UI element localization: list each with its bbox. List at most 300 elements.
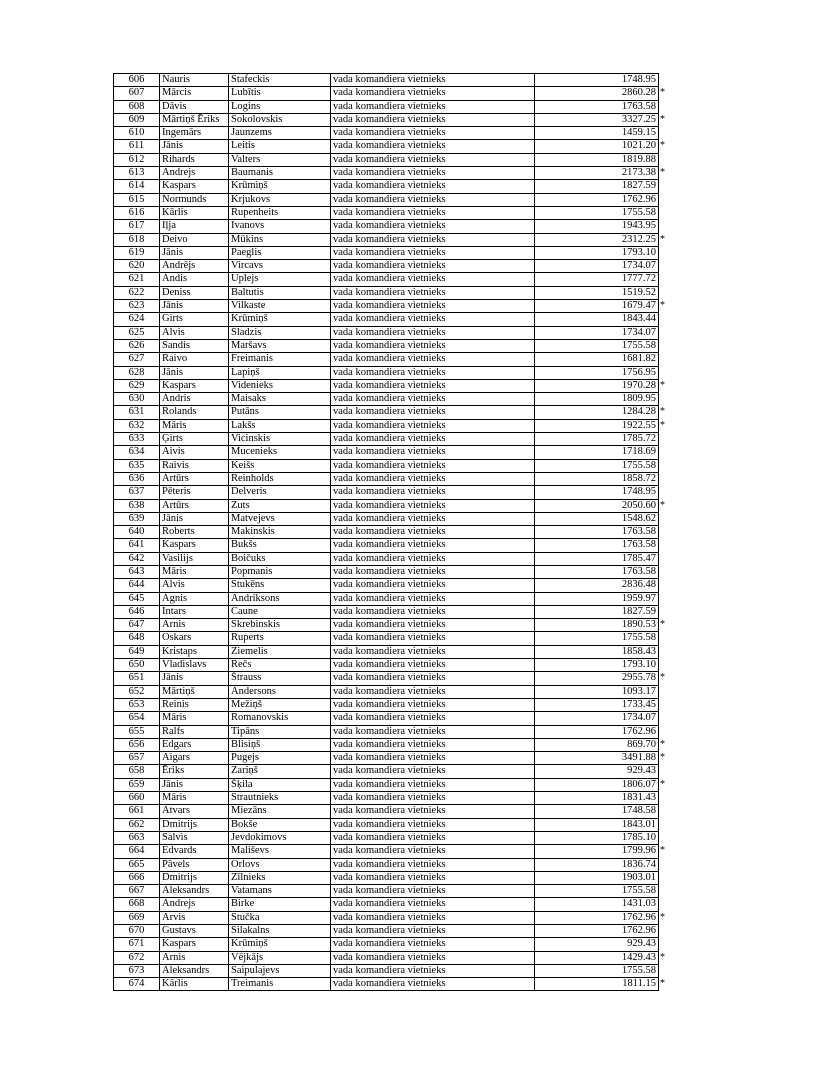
asterisk-mark <box>659 100 671 113</box>
last-name: Boičuks <box>229 552 331 565</box>
table-row <box>114 233 671 246</box>
last-name: Logins <box>229 100 331 113</box>
table-row <box>114 672 671 685</box>
amount: 2050.60 <box>535 499 659 512</box>
row-number: 642 <box>114 552 160 565</box>
first-name: Alvis <box>160 326 229 339</box>
table-row <box>114 167 671 180</box>
position: vada komandiera vietnieks <box>331 938 535 951</box>
row-number: 626 <box>114 339 160 352</box>
last-name: Lapiņš <box>229 366 331 379</box>
amount: 1755.58 <box>535 459 659 472</box>
last-name: Matvejevs <box>229 512 331 525</box>
table-row <box>114 565 671 578</box>
amount: 1734.07 <box>535 260 659 273</box>
position: vada komandiera vietnieks <box>331 472 535 485</box>
table-row <box>114 539 671 552</box>
table-row <box>114 632 671 645</box>
amount: 1777.72 <box>535 273 659 286</box>
first-name: Andrējs <box>160 260 229 273</box>
asterisk-mark: * <box>660 419 665 431</box>
last-name: Ruperts <box>229 632 331 645</box>
position: vada komandiera vietnieks <box>331 180 535 193</box>
row-number: 607 <box>114 87 160 100</box>
row-number: 655 <box>114 725 160 738</box>
last-name: Vilkaste <box>229 300 331 313</box>
first-name: Kaspars <box>160 938 229 951</box>
salary-table <box>113 73 671 991</box>
last-name: Birke <box>229 898 331 911</box>
position: vada komandiera vietnieks <box>331 193 535 206</box>
asterisk-mark <box>659 659 671 672</box>
first-name: Raivo <box>160 353 229 366</box>
amount: 1806.07 <box>535 778 659 791</box>
position: vada komandiera vietnieks <box>331 778 535 791</box>
amount: 1763.58 <box>535 100 659 113</box>
amount: 1793.10 <box>535 246 659 259</box>
amount: 1762.96 <box>535 193 659 206</box>
last-name: Zīlnieks <box>229 871 331 884</box>
position: vada komandiera vietnieks <box>331 74 535 87</box>
first-name: Mārcis <box>160 87 229 100</box>
position: vada komandiera vietnieks <box>331 127 535 140</box>
last-name: Videnieks <box>229 379 331 392</box>
first-name: Ralfs <box>160 725 229 738</box>
last-name: Vatamans <box>229 885 331 898</box>
amount: 1819.88 <box>535 153 659 166</box>
amount: 1734.07 <box>535 326 659 339</box>
amount: 2836.48 <box>535 579 659 592</box>
amount: 1890.53 <box>535 619 659 632</box>
row-number: 671 <box>114 938 160 951</box>
table-row <box>114 353 671 366</box>
table-row <box>114 419 671 432</box>
last-name: Mūkins <box>229 233 331 246</box>
last-name: Makinskis <box>229 526 331 539</box>
amount: 1734.07 <box>535 712 659 725</box>
position: vada komandiera vietnieks <box>331 805 535 818</box>
row-number: 629 <box>114 379 160 392</box>
first-name: Oskars <box>160 632 229 645</box>
table-row <box>114 87 671 100</box>
last-name: Krūmiņš <box>229 313 331 326</box>
table-row <box>114 978 671 991</box>
first-name: Māris <box>160 792 229 805</box>
asterisk-mark <box>659 180 671 193</box>
last-name: Baumanis <box>229 167 331 180</box>
asterisk-mark <box>659 326 671 339</box>
amount: 1429.43 <box>535 951 659 964</box>
first-name: Agnis <box>160 592 229 605</box>
asterisk-mark <box>659 393 671 406</box>
position: vada komandiera vietnieks <box>331 233 535 246</box>
amount: 1748.95 <box>535 486 659 499</box>
position: vada komandiera vietnieks <box>331 246 535 259</box>
row-number: 624 <box>114 313 160 326</box>
table-row <box>114 605 671 618</box>
table-row <box>114 472 671 485</box>
asterisk-mark <box>659 565 671 578</box>
first-name: Ģirts <box>160 433 229 446</box>
amount: 1679.47 <box>535 300 659 313</box>
table-row <box>114 645 671 658</box>
row-number: 673 <box>114 964 160 977</box>
row-number: 644 <box>114 579 160 592</box>
table-row <box>114 499 671 512</box>
position: vada komandiera vietnieks <box>331 273 535 286</box>
table-row <box>114 898 671 911</box>
amount: 1785.47 <box>535 552 659 565</box>
table-row <box>114 964 671 977</box>
position: vada komandiera vietnieks <box>331 605 535 618</box>
asterisk-mark <box>659 486 671 499</box>
position: vada komandiera vietnieks <box>331 818 535 831</box>
last-name: Saipulajevs <box>229 964 331 977</box>
row-number: 628 <box>114 366 160 379</box>
position: vada komandiera vietnieks <box>331 512 535 525</box>
first-name: Jānis <box>160 140 229 153</box>
row-number: 645 <box>114 592 160 605</box>
table-row <box>114 273 671 286</box>
row-number: 659 <box>114 778 160 791</box>
table-row <box>114 871 671 884</box>
first-name: Aivis <box>160 446 229 459</box>
row-number: 630 <box>114 393 160 406</box>
row-number: 612 <box>114 153 160 166</box>
amount: 3327.25 <box>535 113 659 126</box>
first-name: Andris <box>160 393 229 406</box>
amount: 1843.01 <box>535 818 659 831</box>
last-name: Krjukovs <box>229 193 331 206</box>
last-name: Krūmiņš <box>229 938 331 951</box>
asterisk-mark <box>659 459 671 472</box>
row-number: 621 <box>114 273 160 286</box>
first-name: Iļja <box>160 220 229 233</box>
first-name: Jānis <box>160 672 229 685</box>
first-name: Rolands <box>160 406 229 419</box>
row-number: 661 <box>114 805 160 818</box>
last-name: Orlovs <box>229 858 331 871</box>
first-name: Raivis <box>160 459 229 472</box>
asterisk-mark: * <box>660 951 665 963</box>
asterisk-mark <box>659 685 671 698</box>
last-name: Zariņš <box>229 765 331 778</box>
amount: 2860.28 <box>535 87 659 100</box>
amount: 1733.45 <box>535 698 659 711</box>
last-name: Miezāns <box>229 805 331 818</box>
first-name: Nauris <box>160 74 229 87</box>
first-name: Intars <box>160 605 229 618</box>
last-name: Leitis <box>229 140 331 153</box>
asterisk-mark <box>659 286 671 299</box>
last-name: Vējkājs <box>229 951 331 964</box>
table-row <box>114 153 671 166</box>
last-name: Ivanovs <box>229 220 331 233</box>
table-row <box>114 446 671 459</box>
asterisk-mark: * <box>660 978 665 990</box>
amount: 1831.43 <box>535 792 659 805</box>
last-name: Valters <box>229 153 331 166</box>
table-row <box>114 592 671 605</box>
asterisk-mark <box>659 898 671 911</box>
last-name: Popmanis <box>229 565 331 578</box>
amount: 1021.20 <box>535 140 659 153</box>
row-number: 623 <box>114 300 160 313</box>
table-row <box>114 74 671 87</box>
asterisk-mark: * <box>660 113 665 125</box>
amount: 1809.95 <box>535 393 659 406</box>
first-name: Sandis <box>160 339 229 352</box>
asterisk-mark <box>659 273 671 286</box>
row-number: 653 <box>114 698 160 711</box>
asterisk-mark <box>659 925 671 938</box>
row-number: 638 <box>114 499 160 512</box>
row-number: 619 <box>114 246 160 259</box>
amount: 1763.58 <box>535 539 659 552</box>
table-row <box>114 339 671 352</box>
row-number: 646 <box>114 605 160 618</box>
amount: 1793.10 <box>535 659 659 672</box>
asterisk-mark <box>659 153 671 166</box>
position: vada komandiera vietnieks <box>331 845 535 858</box>
asterisk-mark <box>659 539 671 552</box>
first-name: Māris <box>160 565 229 578</box>
amount: 1718.69 <box>535 446 659 459</box>
last-name: Blisiņš <box>229 738 331 751</box>
table-row <box>114 778 671 791</box>
table-row <box>114 512 671 525</box>
table-row <box>114 911 671 924</box>
row-number: 641 <box>114 539 160 552</box>
last-name: Pugejs <box>229 752 331 765</box>
row-number: 640 <box>114 526 160 539</box>
asterisk-mark: * <box>660 752 665 764</box>
row-number: 667 <box>114 885 160 898</box>
first-name: Aleksandrs <box>160 885 229 898</box>
asterisk-mark <box>659 552 671 565</box>
asterisk-mark <box>659 127 671 140</box>
position: vada komandiera vietnieks <box>331 792 535 805</box>
last-name: Delveris <box>229 486 331 499</box>
position: vada komandiera vietnieks <box>331 765 535 778</box>
row-number: 663 <box>114 831 160 844</box>
first-name: Kaspars <box>160 180 229 193</box>
position: vada komandiera vietnieks <box>331 632 535 645</box>
asterisk-mark: * <box>660 845 665 857</box>
position: vada komandiera vietnieks <box>331 260 535 273</box>
table-row <box>114 858 671 871</box>
table-row <box>114 885 671 898</box>
amount: 1811.15 <box>535 978 659 991</box>
table-row <box>114 712 671 725</box>
last-name: Šķila <box>229 778 331 791</box>
position: vada komandiera vietnieks <box>331 539 535 552</box>
last-name: Jaunzems <box>229 127 331 140</box>
amount: 929.43 <box>535 765 659 778</box>
amount: 1785.10 <box>535 831 659 844</box>
first-name: Vasilijs <box>160 552 229 565</box>
position: vada komandiera vietnieks <box>331 858 535 871</box>
first-name: Ēriks <box>160 765 229 778</box>
amount: 1943.95 <box>535 220 659 233</box>
asterisk-mark <box>659 246 671 259</box>
row-number: 651 <box>114 672 160 685</box>
row-number: 650 <box>114 659 160 672</box>
asterisk-mark <box>659 938 671 951</box>
first-name: Jānis <box>160 778 229 791</box>
row-number: 622 <box>114 286 160 299</box>
table-row <box>114 619 671 632</box>
first-name: Pēteris <box>160 486 229 499</box>
position: vada komandiera vietnieks <box>331 499 535 512</box>
table-row <box>114 698 671 711</box>
first-name: Kārlis <box>160 206 229 219</box>
first-name: Normunds <box>160 193 229 206</box>
amount: 1843.44 <box>535 313 659 326</box>
first-name: Edvards <box>160 845 229 858</box>
position: vada komandiera vietnieks <box>331 712 535 725</box>
table-row <box>114 180 671 193</box>
table-row <box>114 831 671 844</box>
last-name: Rupenheits <box>229 206 331 219</box>
position: vada komandiera vietnieks <box>331 393 535 406</box>
row-number: 634 <box>114 446 160 459</box>
asterisk-mark <box>659 220 671 233</box>
asterisk-mark <box>659 526 671 539</box>
amount: 1762.96 <box>535 925 659 938</box>
row-number: 660 <box>114 792 160 805</box>
asterisk-mark <box>659 433 671 446</box>
last-name: Stukēns <box>229 579 331 592</box>
first-name: Dmitrijs <box>160 871 229 884</box>
first-name: Edgars <box>160 738 229 751</box>
last-name: Krūmiņš <box>229 180 331 193</box>
position: vada komandiera vietnieks <box>331 459 535 472</box>
last-name: Sladzis <box>229 326 331 339</box>
table-row <box>114 127 671 140</box>
last-name: Strautnieks <box>229 792 331 805</box>
table-row <box>114 313 671 326</box>
row-number: 627 <box>114 353 160 366</box>
amount: 929.43 <box>535 938 659 951</box>
last-name: Andersons <box>229 685 331 698</box>
row-number: 668 <box>114 898 160 911</box>
asterisk-mark <box>659 765 671 778</box>
position: vada komandiera vietnieks <box>331 486 535 499</box>
amount: 1836.74 <box>535 858 659 871</box>
first-name: Rihards <box>160 153 229 166</box>
amount: 1827.59 <box>535 605 659 618</box>
amount: 1755.58 <box>535 339 659 352</box>
row-number: 633 <box>114 433 160 446</box>
first-name: Jānis <box>160 512 229 525</box>
position: vada komandiera vietnieks <box>331 964 535 977</box>
table-row <box>114 738 671 751</box>
first-name: Reinis <box>160 698 229 711</box>
row-number: 608 <box>114 100 160 113</box>
asterisk-mark <box>659 472 671 485</box>
asterisk-mark <box>659 74 671 87</box>
table-row <box>114 459 671 472</box>
asterisk-mark <box>659 339 671 352</box>
amount: 1284.28 <box>535 406 659 419</box>
first-name: Roberts <box>160 526 229 539</box>
table-row <box>114 113 671 126</box>
amount: 1756.95 <box>535 366 659 379</box>
amount: 1827.59 <box>535 180 659 193</box>
last-name: Mucenieks <box>229 446 331 459</box>
position: vada komandiera vietnieks <box>331 925 535 938</box>
first-name: Salvis <box>160 831 229 844</box>
asterisk-mark <box>659 805 671 818</box>
last-name: Mališevs <box>229 845 331 858</box>
amount: 1785.72 <box>535 433 659 446</box>
asterisk-mark: * <box>660 499 665 511</box>
table-row <box>114 659 671 672</box>
table-row <box>114 752 671 765</box>
position: vada komandiera vietnieks <box>331 685 535 698</box>
position: vada komandiera vietnieks <box>331 752 535 765</box>
position: vada komandiera vietnieks <box>331 433 535 446</box>
row-number: 617 <box>114 220 160 233</box>
table-row <box>114 845 671 858</box>
row-number: 654 <box>114 712 160 725</box>
first-name: Māris <box>160 419 229 432</box>
row-number: 631 <box>114 406 160 419</box>
row-number: 656 <box>114 738 160 751</box>
asterisk-mark: * <box>660 619 665 631</box>
last-name: Lakšs <box>229 419 331 432</box>
row-number: 616 <box>114 206 160 219</box>
last-name: Maisaks <box>229 393 331 406</box>
table-row <box>114 326 671 339</box>
amount: 1763.58 <box>535 526 659 539</box>
row-number: 666 <box>114 871 160 884</box>
first-name: Gustavs <box>160 925 229 938</box>
first-name: Aigars <box>160 752 229 765</box>
asterisk-mark <box>659 885 671 898</box>
table-row <box>114 925 671 938</box>
first-name: Andrejs <box>160 167 229 180</box>
amount: 1431.03 <box>535 898 659 911</box>
amount: 1748.95 <box>535 74 659 87</box>
row-number: 606 <box>114 74 160 87</box>
amount: 1755.58 <box>535 964 659 977</box>
position: vada komandiera vietnieks <box>331 406 535 419</box>
last-name: Paeglis <box>229 246 331 259</box>
last-name: Vicinskis <box>229 433 331 446</box>
position: vada komandiera vietnieks <box>331 140 535 153</box>
last-name: Tipāns <box>229 725 331 738</box>
amount: 1755.58 <box>535 632 659 645</box>
asterisk-mark: * <box>660 379 665 391</box>
first-name: Kaspars <box>160 379 229 392</box>
position: vada komandiera vietnieks <box>331 379 535 392</box>
table-row <box>114 300 671 313</box>
table-body <box>114 74 671 991</box>
table-row <box>114 140 671 153</box>
asterisk-mark <box>659 353 671 366</box>
first-name: Aleksandrs <box>160 964 229 977</box>
table-row <box>114 725 671 738</box>
asterisk-mark <box>659 632 671 645</box>
position: vada komandiera vietnieks <box>331 978 535 991</box>
asterisk-mark <box>659 858 671 871</box>
last-name: Uplejs <box>229 273 331 286</box>
position: vada komandiera vietnieks <box>331 698 535 711</box>
first-name: Kārlis <box>160 978 229 991</box>
first-name: Jānis <box>160 246 229 259</box>
